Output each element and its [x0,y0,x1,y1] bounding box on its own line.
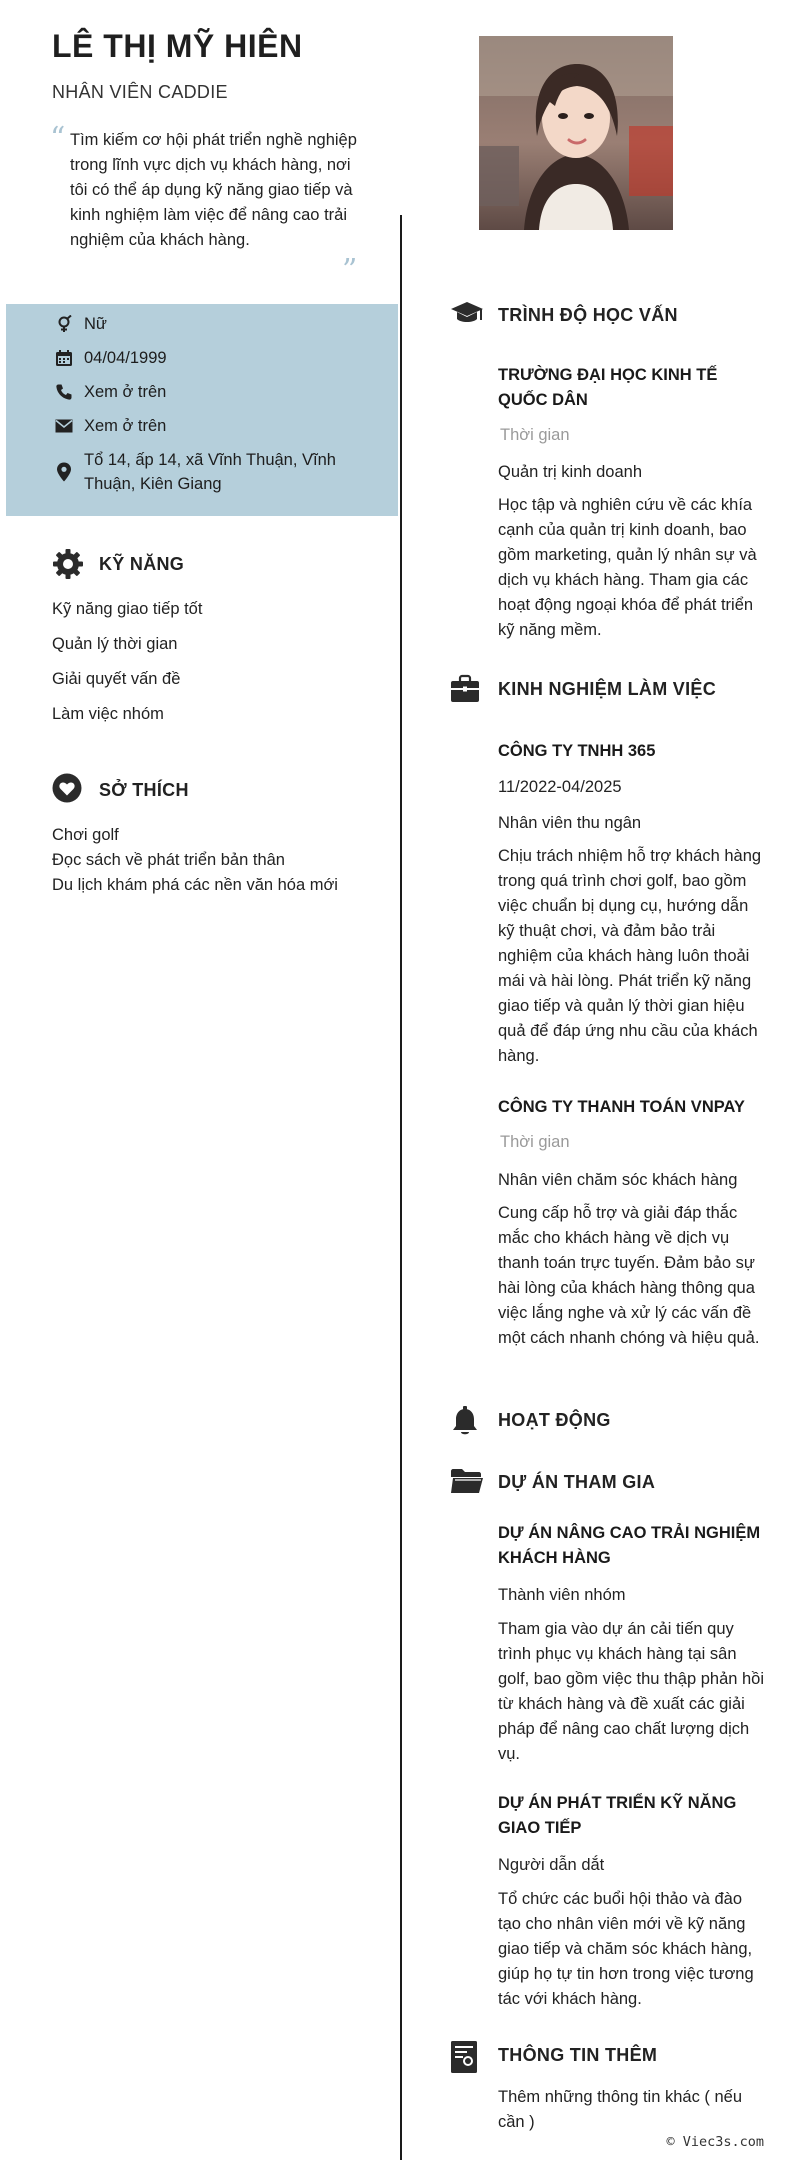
column-divider [400,215,402,2160]
project-role: Người dẫn dắt [498,1856,605,1874]
candidate-name: LÊ THỊ MỸ HIÊN [52,28,303,64]
contact-birthday [54,346,374,370]
education-description: Học tập và nghiên cứu về các khía cạnh của quản trị kinh doanh, bao gồm marketing, quản lý nhân sự và dịch vụ khách hàng. Tham gia các hoạt động ngoại khóa để phát triển kỹ năng mềm. [498,496,757,639]
folder-icon [450,1467,484,1497]
phone-icon [54,380,74,404]
birthday-value: 04/04/1999 [84,349,167,367]
project-description: Tổ chức các buổi hội thảo và đào tạo cho nhân viên mới về kỹ năng giao tiếp và chăm sóc khách hàng, giúp họ tự tin hơn trong việc tương tác với khách hàng. [498,1890,754,2008]
quote-open-icon: “ [50,121,66,156]
graduation-cap-icon [450,300,484,330]
briefcase-icon [450,674,484,704]
hobbies-title: SỞ THÍCH [99,780,189,800]
location-pin-icon [54,448,74,496]
school-name: TRƯỜNG ĐẠI HỌC KINH TẾ QUỐC DÂN [498,366,718,409]
email-value: Xem ở trên [84,417,167,435]
candidate-position: NHÂN VIÊN CADDIE [52,82,228,102]
hobby-item: Đọc sách về phát triển bản thân [52,851,285,869]
career-objective: Tìm kiếm cơ hội phát triển nghề nghiệp trong lĩnh vực dịch vụ khách hàng, nơi tôi có thể áp dụng kỹ năng giao tiếp và kinh nghiệm làm việc để nâng cao trải nghiệm của khách hàng. [70,131,357,249]
project-name: DỰ ÁN PHÁT TRIỂN KỸ NĂNG GIAO TIẾP [498,1794,737,1837]
calendar-icon [54,346,74,370]
job-company: CÔNG TY THANH TOÁN VNPAY [498,1098,745,1116]
envelope-icon [54,414,74,438]
contact-phone [54,380,374,404]
project-role: Thành viên nhóm [498,1586,626,1604]
skills-title: KỸ NĂNG [99,554,185,574]
certificate-icon [450,2040,484,2070]
gear-icon [52,548,84,580]
hobby-item: Chơi golf [52,826,119,844]
contact-address [54,448,374,496]
contact-box [6,304,398,516]
skill-item: Kỹ năng giao tiếp tốt [52,600,203,618]
gender-icon [54,312,74,336]
phone-value: Xem ở trên [84,383,167,401]
activities-title: HOẠT ĐỘNG [498,1410,611,1430]
watermark: © Viec3s.com [666,2134,764,2150]
gender-value: Nữ [84,315,107,333]
job-description: Chịu trách nhiệm hỗ trợ khách hàng trong quá trình chơi golf, bao gồm việc chuẩn bị dụng cụ, hướng dẫn kỹ thuật chơi, và đảm bảo trải nghiệm của khách hàng luôn thoải mái và hài lòng. Phát triển kỹ năng giao tiếp và quản lý thời gian hiệu quả để đáp ứng nhu cầu của khách hàng. [498,847,762,1065]
experience-title: KINH NGHIỆM LÀM VIỆC [498,679,717,699]
additional-title: THÔNG TIN THÊM [498,2045,658,2065]
contact-gender [54,312,374,336]
contact-email [54,414,374,438]
quote-close-icon: ” [342,253,358,288]
job-company: CÔNG TY TNHH 365 [498,742,656,760]
education-title: TRÌNH ĐỘ HỌC VẤN [498,305,678,325]
education-time: Thời gian [500,426,570,444]
job-time: Thời gian [500,1133,570,1151]
projects-title: DỰ ÁN THAM GIA [498,1472,656,1492]
job-role: Nhân viên chăm sóc khách hàng [498,1171,738,1189]
skill-item: Giải quyết vấn đề [52,670,181,688]
profile-photo [479,36,673,230]
education-major: Quản trị kinh doanh [498,463,643,481]
skill-item: Quản lý thời gian [52,635,178,653]
additional-text: Thêm những thông tin khác ( nếu cần ) [498,2088,743,2131]
project-description: Tham gia vào dự án cải tiến quy trình phục vụ khách hàng tại sân golf, bao gồm việc thu thập phản hồi từ khách hàng và đề xuất các giải pháp để nâng cao chất lượng dịch vụ. [498,1620,765,1763]
job-time: 11/2022-04/2025 [498,778,622,796]
address-value: Tổ 14, ấp 14, xã Vĩnh Thuận, Vĩnh Thuận, Kiên Giang [84,451,336,493]
heart-icon [52,773,84,805]
skill-item: Làm việc nhóm [52,705,164,723]
job-description: Cung cấp hỗ trợ và giải đáp thắc mắc cho khách hàng về dịch vụ thanh toán trực tuyến. Đảm bảo sự hài lòng của khách hàng thông qua việc lắng nghe và xử lý các vấn đề một cách nhanh chóng và hiệu quả. [498,1204,760,1347]
hobby-item: Du lịch khám phá các nền văn hóa mới [52,876,338,894]
project-name: DỰ ÁN NÂNG CAO TRẢI NGHIỆM KHÁCH HÀNG [498,1524,761,1567]
bell-icon [450,1405,484,1435]
job-role: Nhân viên thu ngân [498,814,642,832]
